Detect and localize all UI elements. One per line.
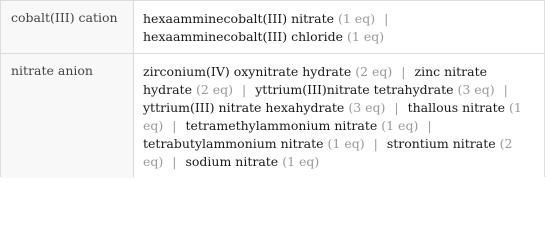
row-value-cobalt-cation <box>134 1 544 53</box>
list-separator: | <box>384 11 389 26</box>
row-value-nitrate-anion <box>134 54 544 178</box>
list-separator: | <box>172 118 177 133</box>
compound-amount: (3 eq) <box>457 82 495 97</box>
compound-name: yttrium(III) nitrate hexahydrate <box>143 100 345 115</box>
list-separator: | <box>401 64 406 79</box>
compound-amount: (2 eq) <box>195 82 234 97</box>
compound-amount: (1 eq) <box>338 11 376 26</box>
compound-name: tetramethylammonium nitrate <box>185 118 378 133</box>
table-row <box>1 53 544 178</box>
list-separator: | <box>427 118 432 133</box>
compound-amount: (1 eq) <box>327 136 365 151</box>
list-separator: | <box>242 82 247 97</box>
row-label-cobalt-cation: cobalt(III) cation <box>1 1 134 53</box>
compound-name: zinc nitrate hydrate <box>143 64 488 97</box>
list-separator: | <box>503 82 508 97</box>
compound-amount: (1 eq) <box>347 29 385 44</box>
compound-amount: (2 eq) <box>143 136 513 169</box>
compound-name: zirconium(IV) oxynitrate hydrate <box>143 64 352 79</box>
row-label-nitrate-anion: nitrate anion <box>1 54 134 178</box>
compound-name: thallous nitrate <box>407 100 506 115</box>
compound-amount: (2 eq) <box>355 64 393 79</box>
compound-name: yttrium(III)nitrate tetrahydrate <box>255 82 454 97</box>
list-separator: | <box>373 136 378 151</box>
compound-name: strontium nitrate <box>386 136 496 151</box>
compound-name: tetrabutylammonium nitrate <box>143 136 324 151</box>
compound-amount: (1 eq) <box>381 118 419 133</box>
compound-name: sodium nitrate <box>185 154 279 169</box>
compound-amount: (1 eq) <box>282 154 320 169</box>
compound-name: hexaamminecobalt(III) chloride <box>143 29 344 44</box>
compound-name: hexaamminecobalt(III) nitrate <box>143 11 335 26</box>
list-separator: | <box>172 154 177 169</box>
list-separator: | <box>394 100 399 115</box>
table-row <box>1 1 544 53</box>
compound-amount: (1 eq) <box>143 100 522 133</box>
compound-amount: (3 eq) <box>348 100 386 115</box>
